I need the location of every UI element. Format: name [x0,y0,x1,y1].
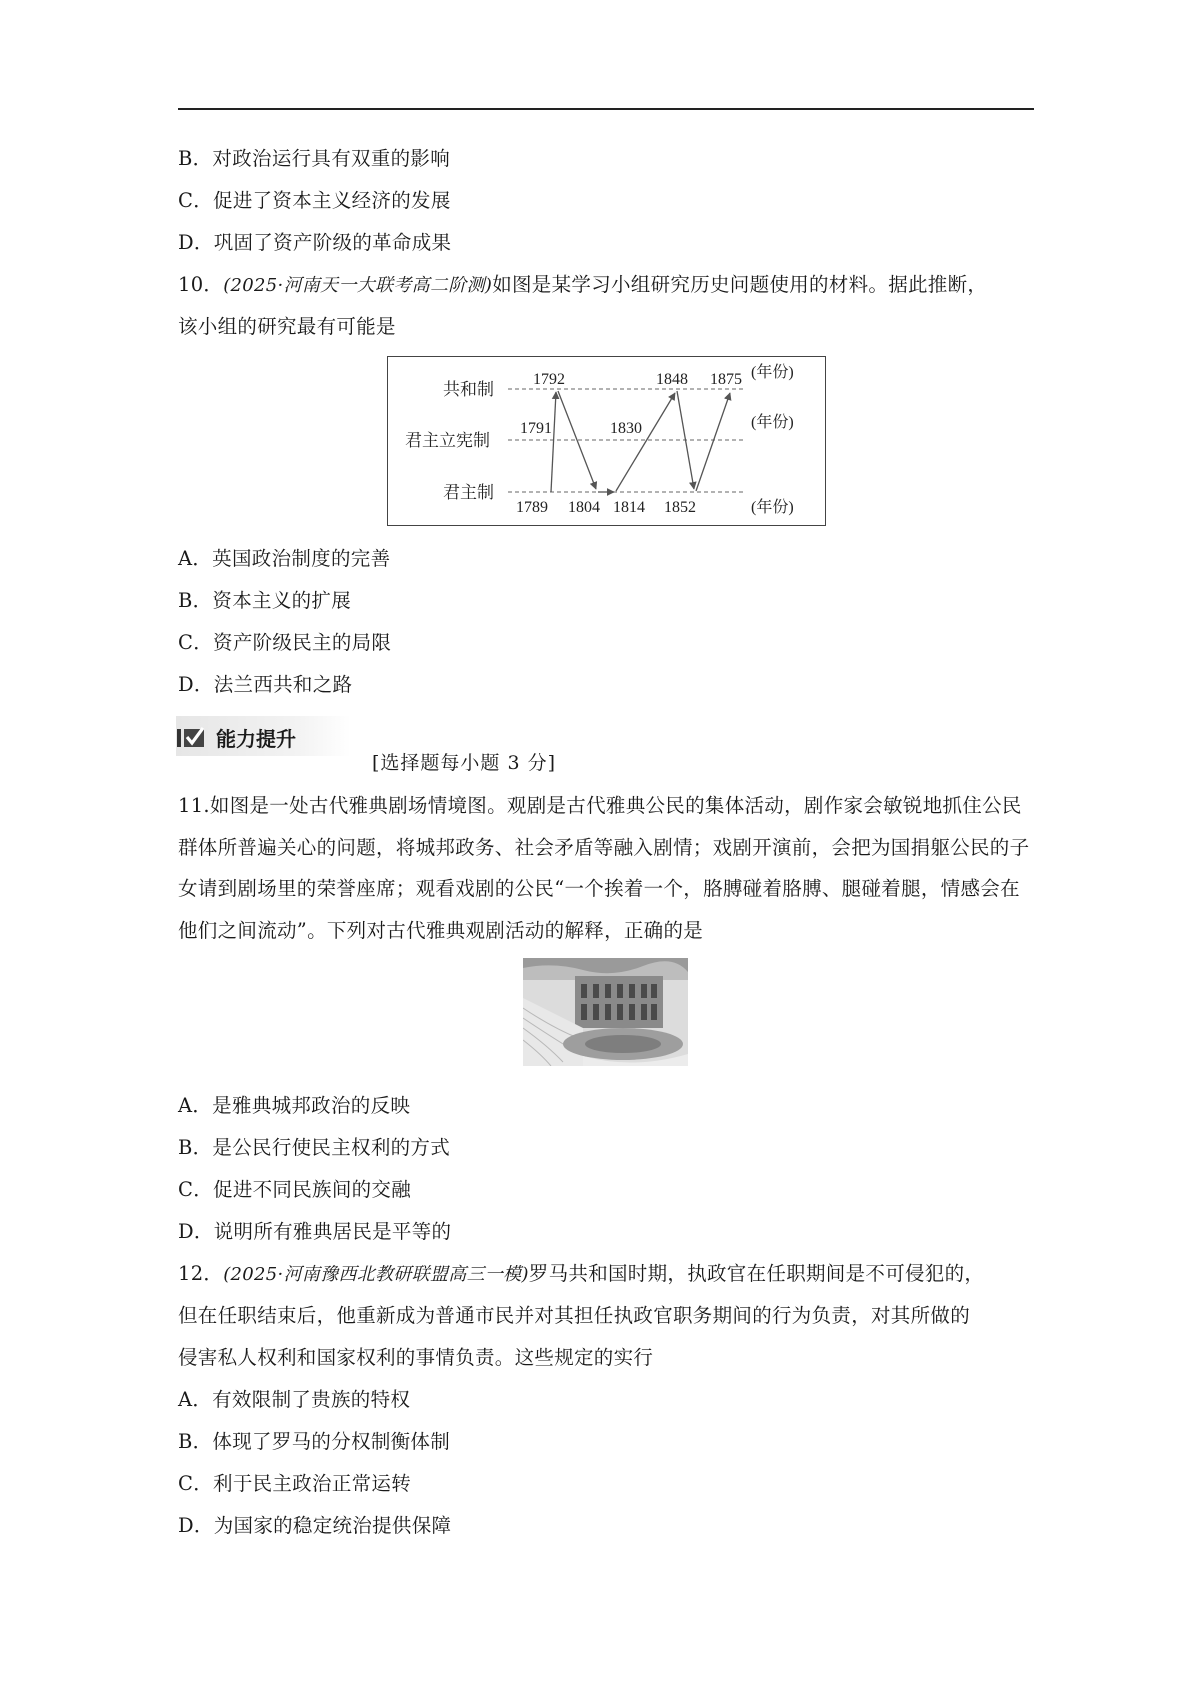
q12-option-d: D．为国家的稳定统治提供保障 [178,1514,452,1537]
q12-stem-line2: 但在任职结束后，他重新成为普通市民并对其担任执政官职务期间的行为负责，对其所做的 [178,1304,971,1327]
q9-option-c: C．促进了资本主义经济的发展 [178,189,451,212]
row-label-constitutional-monarchy: 君主立宪制 [405,431,490,450]
political-system-diagram [387,356,826,526]
q12-source: (2025·河南豫西北教研联盟高三一模) [223,1264,529,1285]
q12-number: 12． [178,1262,224,1285]
q10-stem-line1 [178,271,987,300]
q12-option-b: B．体现了罗马的分权制衡体制 [178,1430,451,1453]
year-1848: 1848 [656,371,688,388]
year-1791: 1791 [520,420,552,437]
q11-option-d: D．说明所有雅典居民是平等的 [178,1220,452,1243]
section-title: 能力提升 [216,726,296,751]
arrow-1814-1848 [616,393,675,491]
arrow-1852-1875 [696,393,730,491]
q10-option-d: D．法兰西共和之路 [178,673,353,696]
arrow-1789-1792 [551,392,556,492]
arrow-1792-1804 [558,391,596,489]
q11-option-a: A．是雅典城邦政治的反映 [178,1094,411,1117]
row-label-monarchy: 君主制 [443,483,494,502]
unit-label-bottom: (年份) [751,499,794,516]
year-1875: 1875 [710,371,742,388]
section-header [176,720,296,754]
year-1792: 1792 [533,371,565,388]
checkbox-check-icon [176,724,206,750]
q12-option-a: A．有效限制了贵族的特权 [178,1388,411,1411]
q11-option-b: B．是公民行使民主权利的方式 [178,1136,451,1159]
section-note: [选择题每小题 3 分] [372,752,556,774]
year-1804: 1804 [568,499,600,516]
q9-option-b: B．对政治运行具有双重的影响 [178,147,451,170]
q11-option-c: C．促进不同民族间的交融 [178,1178,412,1201]
q10-text1: 如图是某学习小组研究历史问题使用的材料。据此推断， [492,273,988,296]
header-rule [178,108,1034,110]
q10-option-a: A．英国政治制度的完善 [178,547,391,570]
q9-option-d: D．巩固了资产阶级的革命成果 [178,231,452,254]
q12-stem-line1 [178,1260,984,1289]
year-1852: 1852 [664,499,696,516]
athens-theater-photo [523,958,688,1066]
q10-option-c: C．资产阶级民主的局限 [178,631,392,654]
q10-stem-line2: 该小组的研究最有可能是 [178,315,396,338]
q11-stem: 11.如图是一处古代雅典剧场情境图。观剧是古代雅典公民的集体活动，剧作家会敏锐地抓住公民群体所普遍关心的问题，将城邦政务、社会矛盾等融入剧情；戏剧开演前，会把为国捐躯公民的子女请到剧场里的荣誉座席；观看戏剧的公民“一个挨着一个，胳膊碰着胳膊、腿碰着腿，情感会在他们之间流动”。下列对古代雅典观剧活动的解释，正确的是 [178,794,1030,942]
q10-number: 10． [178,273,224,296]
year-1814: 1814 [613,499,645,516]
unit-label-top: (年份) [751,364,794,381]
row-label-republic: 共和制 [443,380,494,399]
q12-option-c: C．利于民主政治正常运转 [178,1472,412,1495]
q10-option-b: B．资本主义的扩展 [178,589,352,612]
q12-stem-line3: 侵害私人权利和国家权利的事情负责。这些规定的实行 [178,1346,654,1369]
q10-source: (2025·河南天一大联考高二阶测) [223,275,493,296]
year-1830: 1830 [610,420,642,437]
year-1789: 1789 [516,499,548,516]
unit-label-mid: (年份) [751,414,794,431]
q12-text1: 罗马共和国时期，执政官在任职期间是不可侵犯的， [528,1262,985,1285]
